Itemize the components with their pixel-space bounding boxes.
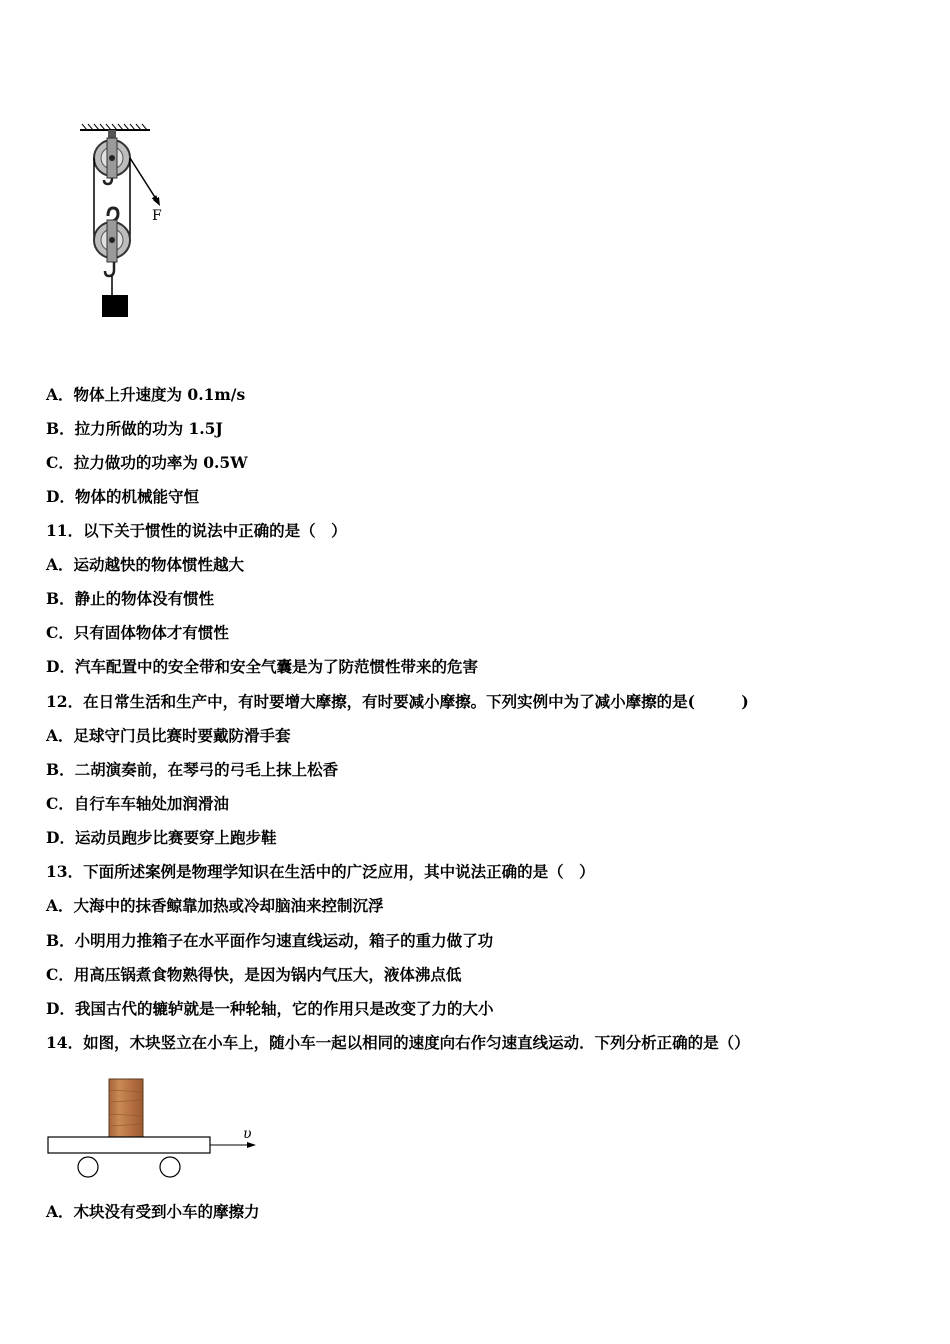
option-text: 拉力所做的功为 1.5J xyxy=(74,419,223,438)
q11-option-d[interactable] xyxy=(46,657,478,677)
q10-option-a[interactable] xyxy=(46,385,245,405)
wooden-block xyxy=(109,1079,143,1137)
q12-stem xyxy=(46,692,749,712)
q10-option-d[interactable] xyxy=(46,487,199,507)
velocity-label: υ xyxy=(243,1126,252,1142)
force-label: F xyxy=(152,208,162,224)
question-number: 14． xyxy=(46,1033,84,1052)
option-letter: B． xyxy=(46,419,75,438)
option-text: 木块没有受到小车的摩擦力 xyxy=(73,1202,260,1221)
cart-board xyxy=(48,1137,210,1153)
option-text: 只有固体物体才有惯性 xyxy=(73,623,229,642)
option-letter: A． xyxy=(46,1202,74,1221)
option-letter: D． xyxy=(46,828,75,847)
option-letter: C． xyxy=(46,623,74,642)
q12-option-a[interactable] xyxy=(46,726,291,746)
question-number: 12． xyxy=(46,692,84,711)
q10-option-b[interactable] xyxy=(46,419,223,439)
question-text: 下面所述案例是物理学知识在生活中的广泛应用，其中说法正确的是（ ） xyxy=(83,862,595,881)
option-text: 足球守门员比赛时要戴防滑手套 xyxy=(73,726,291,745)
q13-option-b[interactable] xyxy=(46,931,493,951)
question-text: 以下关于惯性的说法中正确的是（ ） xyxy=(83,521,347,540)
q11-option-b[interactable] xyxy=(46,589,214,609)
option-letter: D． xyxy=(46,999,75,1018)
q13-option-d[interactable] xyxy=(46,999,493,1019)
q14-stem xyxy=(46,1033,750,1053)
option-letter: C． xyxy=(46,794,74,813)
option-letter: B． xyxy=(46,589,75,608)
cart-figure xyxy=(40,1072,270,1184)
q11-option-a[interactable] xyxy=(46,555,244,575)
option-text: 自行车车轴处加润滑油 xyxy=(73,794,229,813)
q10-option-c[interactable] xyxy=(46,453,248,473)
option-text: 小明用力推箱子在水平面作匀速直线运动，箱子的重力做了功 xyxy=(74,931,494,950)
option-text: 物体的机械能守恒 xyxy=(74,487,199,506)
q12-option-b[interactable] xyxy=(46,760,338,780)
option-text: 二胡演奏前，在琴弓的弓毛上抹上松香 xyxy=(74,760,339,779)
q14-option-a[interactable] xyxy=(46,1202,260,1222)
option-letter: B． xyxy=(46,760,75,779)
q11-stem xyxy=(46,521,347,541)
cart-wheel xyxy=(160,1157,180,1177)
option-text: 我国古代的辘轳就是一种轮轴，它的作用只是改变了力的大小 xyxy=(74,999,494,1018)
option-letter: B． xyxy=(46,931,75,950)
q13-stem xyxy=(46,862,595,882)
question-text: 如图，木块竖立在小车上，随小车一起以相同的速度向右作匀速直线运动．下列分析正确的是（） xyxy=(83,1033,750,1052)
pulley-figure xyxy=(70,120,180,325)
option-letter: A． xyxy=(46,555,74,574)
option-letter: A． xyxy=(46,726,74,745)
cart-wheel xyxy=(78,1157,98,1177)
option-text: 汽车配置中的安全带和安全气囊是为了防范惯性带来的危害 xyxy=(74,657,478,676)
option-text: 拉力做功的功率为 0.5W xyxy=(73,453,248,472)
option-text: 大海中的抹香鲸靠加热或冷却脑油来控制沉浮 xyxy=(73,896,384,915)
option-letter: D． xyxy=(46,487,75,506)
q13-option-c[interactable] xyxy=(46,965,461,985)
option-text: 用高压锅煮食物熟得快，是因为锅内气压大，液体沸点低 xyxy=(73,965,462,984)
q12-option-d[interactable] xyxy=(46,828,276,848)
option-letter: C． xyxy=(46,453,74,472)
q11-option-c[interactable] xyxy=(46,623,229,643)
option-text: 运动越快的物体惯性越大 xyxy=(73,555,245,574)
option-letter: A． xyxy=(46,896,74,915)
option-text: 运动员跑步比赛要穿上跑步鞋 xyxy=(74,828,277,847)
question-number: 13． xyxy=(46,862,84,881)
q12-option-c[interactable] xyxy=(46,794,229,814)
option-letter: D． xyxy=(46,657,75,676)
q13-option-a[interactable] xyxy=(46,896,384,916)
option-text: 物体上升速度为 0.1m/s xyxy=(73,385,246,404)
question-text: 在日常生活和生产中，有时要增大摩擦，有时要减小摩擦。下列实例中为了减小摩擦的是( ) xyxy=(83,692,749,711)
question-number: 11． xyxy=(46,521,84,540)
option-letter: C． xyxy=(46,965,74,984)
option-letter: A． xyxy=(46,385,74,404)
option-text: 静止的物体没有惯性 xyxy=(74,589,215,608)
